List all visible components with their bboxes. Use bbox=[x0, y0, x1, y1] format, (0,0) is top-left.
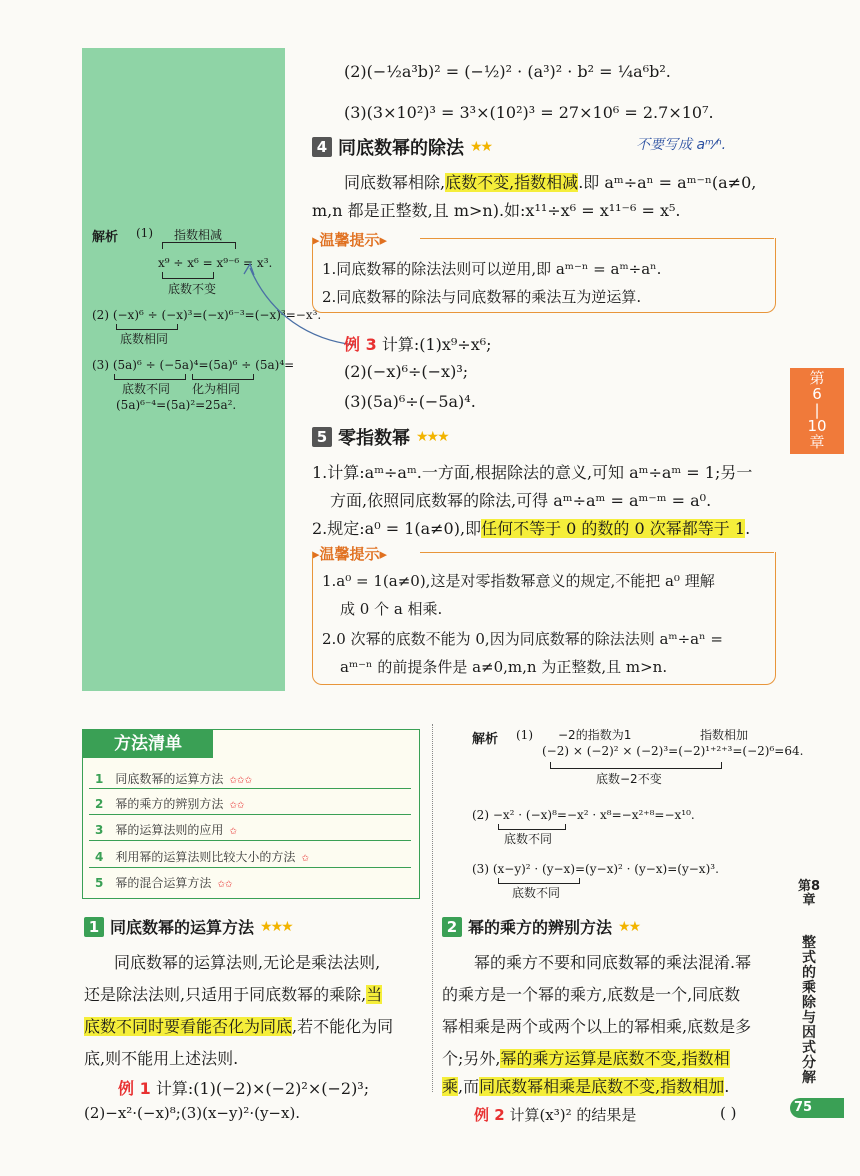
star-rating-icon: ✩ bbox=[301, 854, 309, 864]
example-label: 例 1 bbox=[118, 1079, 151, 1098]
item-label: 幂的混合运算方法 bbox=[115, 876, 212, 890]
star-rating-icon: ✩ bbox=[229, 827, 237, 837]
section-title: 同底数幂的运算方法 bbox=[110, 918, 255, 937]
highlight-text: 当 bbox=[366, 985, 383, 1004]
highlight-text: 幂的乘方运算是底数不变,指数相 bbox=[500, 1049, 730, 1068]
example-line: (2)−x²·(−x)⁸;(3)(x−y)²·(y−x). bbox=[84, 1104, 301, 1122]
star-rating-icon: ★★★ bbox=[416, 429, 448, 445]
method-list-item[interactable] bbox=[95, 848, 309, 865]
item-number: 1 bbox=[95, 772, 104, 786]
star-rating-icon: ★★ bbox=[470, 139, 492, 155]
example-line bbox=[344, 332, 492, 355]
chapter-label: 第8章 bbox=[797, 879, 821, 908]
example-line: (2)(−x)⁶÷(−x)³; bbox=[344, 362, 469, 381]
paragraph-line: 1.计算:aᵐ÷aᵐ.一方面,根据除法的意义,可知 aᵐ÷aᵐ = 1;另一 bbox=[312, 463, 753, 482]
highlight-text: 底数不同时要看能否化为同底 bbox=[84, 1017, 293, 1036]
paragraph-line: 同底数幂的运算法则,无论是乘法法则, bbox=[114, 953, 381, 972]
column-divider bbox=[432, 724, 433, 1092]
item-number: 4 bbox=[95, 850, 104, 864]
example-label: 例 2 bbox=[474, 1106, 505, 1124]
equation-line: (3)(3×10²)³ = 3³×(10²)³ = 27×10⁶ = 2.7×10⁷. bbox=[344, 103, 714, 122]
paragraph-line bbox=[312, 516, 750, 539]
star-rating-icon: ✩✩✩ bbox=[229, 776, 252, 786]
example-line bbox=[118, 1076, 369, 1099]
analysis-label: 解析 bbox=[92, 230, 119, 245]
method-list-header: 方法清单 bbox=[83, 730, 213, 758]
tab-char: 10 bbox=[807, 417, 827, 435]
paragraph-line: 底,则不能用上述法则. bbox=[84, 1049, 239, 1068]
section-number: 4 bbox=[312, 137, 332, 157]
analysis-equation: (2) (−x)⁶ ÷ (−x)³=(−x)⁶⁻³=(−x)³=−x³. bbox=[92, 308, 322, 322]
analysis-annotation: 底数不同 bbox=[512, 886, 561, 900]
example-line bbox=[474, 1104, 636, 1125]
section-title: 幂的乘方的辨别方法 bbox=[468, 918, 613, 937]
paragraph-line: 方面,依照同底数幂的除法,可得 aᵐ÷aᵐ = aᵐ⁻ᵐ = a⁰. bbox=[330, 491, 712, 510]
text-span: 计算:(1)x⁹÷x⁶; bbox=[381, 335, 492, 354]
highlight-text: 乘 bbox=[442, 1077, 459, 1096]
tip-line: 成 0 个 a 相乘. bbox=[340, 600, 443, 618]
section-heading bbox=[442, 915, 639, 938]
paragraph-line: 的乘方是一个幂的乘方,底数是一个,同底数 bbox=[442, 985, 741, 1004]
method-list-item[interactable] bbox=[95, 770, 252, 787]
tip-line: 1.同底数幂的除法法则可以逆用,即 aᵐ⁻ⁿ = aᵐ÷aⁿ. bbox=[322, 260, 662, 278]
highlight-text: 底数不变,指数相减 bbox=[445, 173, 579, 192]
text-span: ,而 bbox=[458, 1077, 480, 1096]
example-line: (3)(5a)⁶÷(−5a)⁴. bbox=[344, 392, 476, 411]
divider bbox=[89, 840, 411, 841]
star-rating-icon: ✩✩ bbox=[229, 801, 245, 811]
tab-char: | bbox=[814, 401, 820, 419]
tip-line: aᵐ⁻ⁿ 的前提条件是 a≠0,m,n 为正整数,且 m>n. bbox=[340, 658, 668, 676]
text-span: 个;另外, bbox=[442, 1049, 501, 1068]
analysis-annotation: 底数相同 bbox=[120, 332, 169, 346]
text-span: . bbox=[745, 519, 751, 538]
section-heading bbox=[312, 134, 491, 160]
method-list-box bbox=[82, 729, 420, 899]
text-span: ,若不能化为同 bbox=[292, 1017, 394, 1036]
tip-title: ▸温馨提示▸ bbox=[312, 231, 388, 249]
paragraph-line: 幂相乘是两个或两个以上的幂相乘,底数是多 bbox=[442, 1017, 752, 1036]
star-rating-icon: ★★★ bbox=[260, 918, 292, 935]
section-number: 5 bbox=[312, 427, 332, 447]
section-number: 2 bbox=[442, 917, 462, 937]
paragraph-line bbox=[344, 170, 756, 193]
chapter-title: 整式的乘除与因式分解 bbox=[802, 935, 816, 1086]
text-span: 还是除法法则,只适用于同底数幂的乘除, bbox=[84, 985, 367, 1004]
method-list-item[interactable] bbox=[95, 821, 237, 838]
analysis-annotation: 化为相同 bbox=[192, 382, 241, 396]
analysis-annotation: 指数相减 bbox=[174, 228, 223, 242]
answer-blank[interactable]: ( ) bbox=[720, 1104, 737, 1122]
bracket-bottom bbox=[162, 272, 214, 279]
analysis-part-number: (1) bbox=[516, 728, 533, 742]
method-list-item[interactable] bbox=[95, 795, 244, 812]
analysis-equation: (2) −x² · (−x)⁸=−x² · x⁸=−x²⁺⁸=−x¹⁰. bbox=[472, 808, 695, 822]
paragraph-line: m,n 都是正整数,且 m>n).如:x¹¹÷x⁶ = x¹¹⁻⁶ = x⁵. bbox=[312, 201, 681, 220]
tip-line: 2.同底数幂的除法与同底数幂的乘法互为逆运算. bbox=[322, 288, 642, 306]
item-label: 幂的运算法则的应用 bbox=[115, 823, 224, 837]
analysis-equation: (3) (5a)⁶ ÷ (−5a)⁴=(5a)⁶ ÷ (5a)⁴= bbox=[92, 358, 295, 372]
analysis-equation: (5a)⁶⁻⁴=(5a)²=25a². bbox=[116, 398, 237, 412]
text-span: 2.规定:a⁰ = 1(a≠0),即 bbox=[312, 519, 482, 538]
item-label: 同底数幂的运算方法 bbox=[115, 772, 224, 786]
divider bbox=[89, 867, 411, 868]
divider bbox=[89, 814, 411, 815]
analysis-part-number: (1) bbox=[136, 226, 153, 240]
star-rating-icon: ✩✩ bbox=[217, 880, 233, 890]
analysis-label: 解析 bbox=[472, 732, 499, 747]
handwritten-note: 不要写成 aᵐ⁄ⁿ. bbox=[636, 137, 727, 153]
tab-char: 6 bbox=[812, 385, 822, 403]
tab-char: 第 bbox=[809, 369, 825, 387]
equation-line: (2)(−½a³b)² = (−½)² · (a³)² · b² = ¼a⁶b². bbox=[344, 62, 671, 81]
analysis-equation: (3) (x−y)² · (y−x)=(y−x)² · (y−x)=(y−x)³. bbox=[472, 862, 719, 876]
analysis-annotation: −2的指数为1 bbox=[558, 728, 632, 742]
bracket-top bbox=[162, 242, 236, 249]
item-number: 2 bbox=[95, 797, 104, 811]
section-number: 1 bbox=[84, 917, 104, 937]
tab-char: 章 bbox=[809, 433, 825, 451]
tip-line: 2.0 次幂的底数不能为 0,因为同底数幂的除法法则 aᵐ÷aⁿ = bbox=[322, 630, 723, 648]
page-number: 75 bbox=[790, 1098, 844, 1118]
item-label: 幂的乘方的辨别方法 bbox=[115, 797, 224, 811]
section-heading bbox=[84, 915, 292, 938]
highlight-text: 同底数幂相乘是底数不变,指数相加 bbox=[479, 1077, 725, 1096]
paragraph-line bbox=[84, 1014, 393, 1037]
text-span: 同底数幂相除, bbox=[344, 173, 446, 192]
example-label: 例 3 bbox=[344, 335, 377, 354]
item-number: 5 bbox=[95, 876, 104, 890]
analysis-equation: x⁹ ÷ x⁶ = x⁹⁻⁶ = x³. bbox=[158, 256, 273, 270]
method-list-item[interactable] bbox=[95, 874, 232, 891]
item-label: 利用幂的运算法则比较大小的方法 bbox=[115, 850, 296, 864]
highlight-text: 任何不等于 0 的数的 0 次幂都等于 1 bbox=[481, 519, 746, 538]
analysis-annotation: 底数不同 bbox=[504, 832, 553, 846]
bracket-bottom bbox=[550, 762, 722, 769]
star-rating-icon: ★★ bbox=[618, 918, 640, 935]
section-heading bbox=[312, 424, 448, 450]
analysis-annotation: 底数不同 bbox=[122, 382, 171, 396]
section-title: 同底数幂的除法 bbox=[338, 138, 464, 159]
paragraph-line bbox=[84, 982, 382, 1005]
text-span: 计算:(1)(−2)×(−2)²×(−2)³; bbox=[155, 1079, 370, 1098]
section-title: 零指数幂 bbox=[338, 428, 410, 449]
paragraph-line bbox=[442, 1046, 730, 1069]
text-span: . bbox=[724, 1077, 730, 1096]
text-span: 计算(x³)² 的结果是 bbox=[509, 1106, 637, 1124]
chapter-range-tab[interactable] bbox=[790, 368, 844, 454]
analysis-annotation: 底数−2不变 bbox=[596, 772, 662, 786]
paragraph-line: 幂的乘方不要和同底数幂的乘法混淆.幂 bbox=[474, 953, 752, 972]
paragraph-line bbox=[442, 1074, 729, 1097]
analysis-annotation: 指数相加 bbox=[700, 728, 749, 742]
item-number: 3 bbox=[95, 823, 104, 837]
tip-line: 1.a⁰ = 1(a≠0),这是对零指数幂意义的规定,不能把 a⁰ 理解 bbox=[322, 572, 715, 590]
divider bbox=[89, 788, 411, 789]
analysis-equation: (−2) × (−2)² × (−2)³=(−2)¹⁺²⁺³=(−2)⁶=64. bbox=[542, 744, 804, 758]
text-span: .即 aᵐ÷aⁿ = aᵐ⁻ⁿ(a≠0, bbox=[578, 173, 757, 192]
tip-title: ▸温馨提示▸ bbox=[312, 545, 388, 563]
analysis-annotation: 底数不变 bbox=[168, 282, 217, 296]
